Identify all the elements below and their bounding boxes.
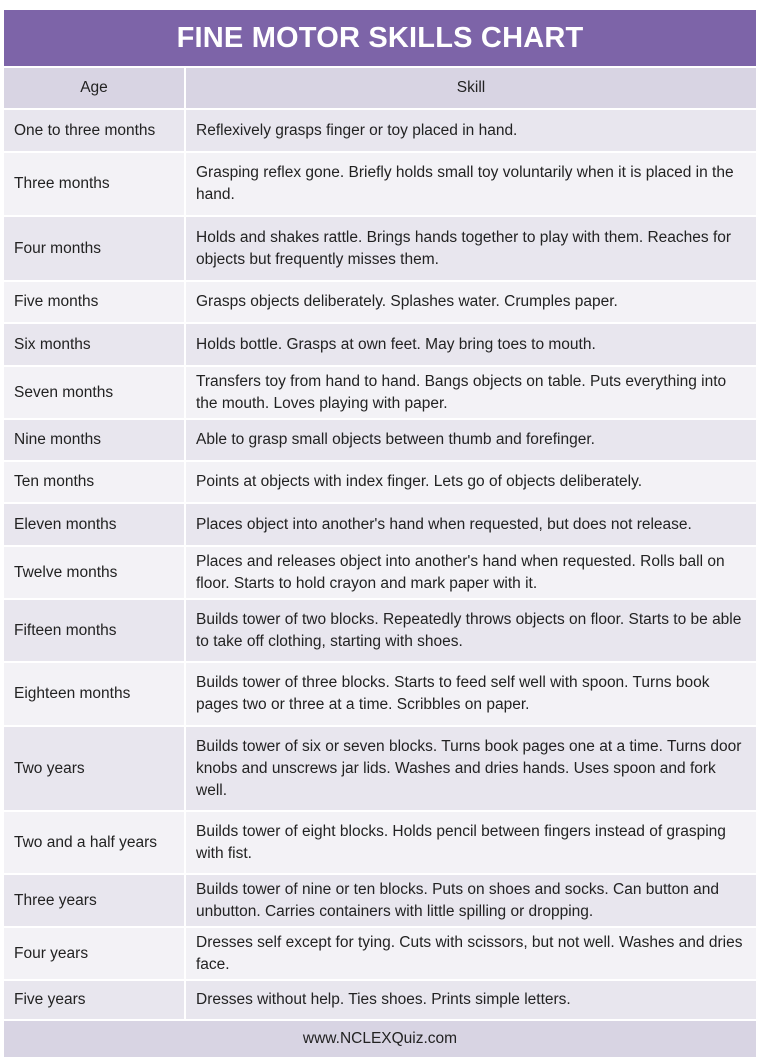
- table-row: [4, 980, 756, 1020]
- skill-cell: Reflexively grasps finger or toy placed in hand.: [185, 109, 756, 152]
- age-cell: Ten months: [4, 461, 185, 503]
- age-cell: Nine months: [4, 419, 185, 461]
- table-row: [4, 503, 756, 546]
- age-cell: Eleven months: [4, 503, 185, 546]
- table-row: [4, 152, 756, 216]
- skill-cell: Places object into another's hand when requested, but does not release.: [185, 503, 756, 546]
- table-row: [4, 811, 756, 874]
- age-cell: One to three months: [4, 109, 185, 152]
- table-row: [4, 599, 756, 662]
- skill-cell: Grasps objects deliberately. Splashes water. Crumples paper.: [185, 281, 756, 323]
- skill-cell: Builds tower of nine or ten blocks. Puts on shoes and socks. Can button and unbutton. Carries containers with little spilling or dropping.: [185, 874, 756, 927]
- table-row: [4, 281, 756, 323]
- age-cell: Fifteen months: [4, 599, 185, 662]
- age-cell: Eighteen months: [4, 662, 185, 726]
- table-row: [4, 419, 756, 461]
- age-cell: Five years: [4, 980, 185, 1020]
- age-cell: Four months: [4, 216, 185, 281]
- fine-motor-skills-chart: [4, 10, 756, 1051]
- table-row: [4, 726, 756, 811]
- age-cell: Seven months: [4, 366, 185, 419]
- skill-cell: Builds tower of two blocks. Repeatedly throws objects on floor. Starts to be able to take off clothing, starting with shoes.: [185, 599, 756, 662]
- age-cell: Six months: [4, 323, 185, 366]
- age-cell: Two and a half years: [4, 811, 185, 874]
- skill-cell: Able to grasp small objects between thumb and forefinger.: [185, 419, 756, 461]
- skill-cell: Transfers toy from hand to hand. Bangs objects on table. Puts everything into the mouth. Loves playing with paper.: [185, 366, 756, 419]
- skill-cell: Places and releases object into another's hand when requested. Rolls ball on floor. Starts to hold crayon and mark paper with it.: [185, 546, 756, 599]
- skill-cell: Builds tower of eight blocks. Holds pencil between fingers instead of grasping with fist.: [185, 811, 756, 874]
- skill-cell: Holds bottle. Grasps at own feet. May bring toes to mouth.: [185, 323, 756, 366]
- age-column-header: Age: [4, 68, 185, 109]
- source-footer: www.NCLEXQuiz.com: [4, 1021, 756, 1057]
- age-cell: Three months: [4, 152, 185, 216]
- skill-cell: Builds tower of three blocks. Starts to feed self well with spoon. Turns book pages two or three at a time. Scribbles on paper.: [185, 662, 756, 726]
- table-row: [4, 109, 756, 152]
- table-row: [4, 366, 756, 419]
- table-row: [4, 662, 756, 726]
- table-row: [4, 461, 756, 503]
- age-cell: Twelve months: [4, 546, 185, 599]
- skill-cell: Grasping reflex gone. Briefly holds small toy voluntarily when it is placed in the hand.: [185, 152, 756, 216]
- age-cell: Three years: [4, 874, 185, 927]
- table-row: [4, 323, 756, 366]
- age-cell: Two years: [4, 726, 185, 811]
- age-cell: Four years: [4, 927, 185, 980]
- skill-cell: Dresses without help. Ties shoes. Prints simple letters.: [185, 980, 756, 1020]
- table-row: [4, 216, 756, 281]
- skill-cell: Holds and shakes rattle. Brings hands together to play with them. Reaches for objects but frequently misses them.: [185, 216, 756, 281]
- table-row: [4, 874, 756, 927]
- skills-table: [4, 68, 756, 1021]
- chart-title: FINE MOTOR SKILLS CHART: [4, 10, 756, 68]
- skill-column-header: Skill: [185, 68, 756, 109]
- skill-cell: Builds tower of six or seven blocks. Turns book pages one at a time. Turns door knobs and unscrews jar lids. Washes and dries hands. Uses spoon and fork well.: [185, 726, 756, 811]
- table-row: [4, 546, 756, 599]
- table-row: [4, 927, 756, 980]
- table-header-row: [4, 68, 756, 109]
- skill-cell: Dresses self except for tying. Cuts with scissors, but not well. Washes and dries face.: [185, 927, 756, 980]
- age-cell: Five months: [4, 281, 185, 323]
- skill-cell: Points at objects with index finger. Lets go of objects deliberately.: [185, 461, 756, 503]
